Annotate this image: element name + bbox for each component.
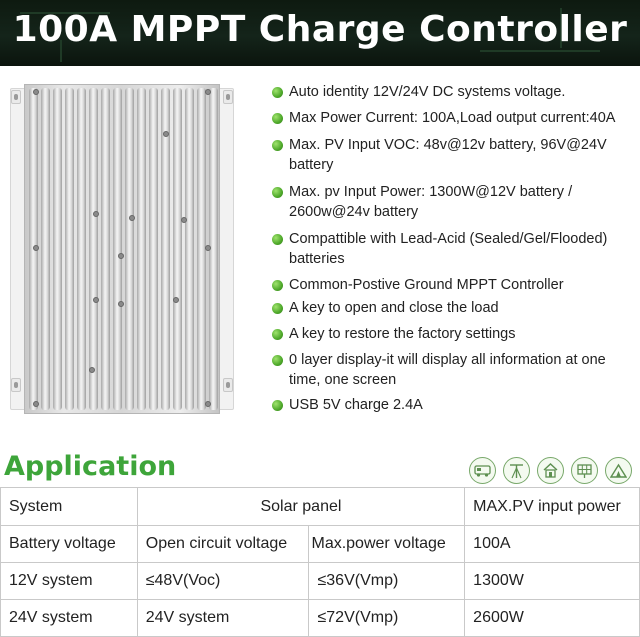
heatsink-fin [185,88,194,410]
feature-list [272,80,636,415]
heatsink-fin [137,88,146,410]
feature-item: Max. pv Input Power: 1300W@12V battery / 2600w@24v battery [272,182,636,222]
bullet-icon [272,234,283,245]
screw-icon [163,131,169,137]
table-cell: 24V system [137,600,309,637]
table-cell: 12V system [1,563,138,600]
heatsink-fin [41,88,50,410]
table-cell: 100A [465,526,640,563]
bullet-icon [272,187,283,198]
heatsink-fin [65,88,74,410]
heatsink-body [24,84,220,414]
table-cell: MAX.PV input power [465,488,640,526]
heatsink-fin [113,88,122,410]
table-cell: ≤36V(Vmp) [309,563,465,600]
bullet-icon [272,87,283,98]
screw-icon [33,245,39,251]
controller-image [10,84,234,414]
screw-icon [33,89,39,95]
table-cell: ≤72V(Vmp) [309,600,465,637]
table-row [1,563,640,600]
table-cell: Battery voltage [1,526,138,563]
house-icon [537,457,564,484]
screw-icon [205,245,211,251]
screw-icon [173,297,179,303]
mounting-tab [223,90,233,104]
mounting-tab [11,90,21,104]
screw-icon [129,215,135,221]
table-cell: System [1,488,138,526]
table-header-row [1,488,640,526]
feature-item: A key to open and close the load [272,298,636,318]
screw-icon [93,297,99,303]
heatsink-fin [125,88,134,410]
heatsink-fin [149,88,158,410]
table-cell: Open circuit voltage [137,526,309,563]
table-cell: 2600W [465,600,640,637]
bullet-icon [272,280,283,291]
screw-icon [118,301,124,307]
table-cell: ≤48V(Voc) [137,563,309,600]
feature-item: 0 layer display-it will display all information at one time, one screen [272,350,636,390]
application-heading: Application [4,451,177,482]
heatsink-fin [77,88,86,410]
feature-item: Compattible with Lead-Acid (Sealed/Gel/Flooded) batteries [272,229,636,269]
screw-icon [205,89,211,95]
feature-item: USB 5V charge 2.4A [272,395,636,415]
table-row [1,600,640,637]
bullet-icon [272,140,283,151]
table-cell: Max.power voltage [309,526,465,563]
solar-panel-icon [571,457,598,484]
spec-table [0,487,640,637]
feature-item: Max Power Current: 100A,Load output current:40A [272,108,636,128]
tent-icon [605,457,632,484]
feature-item: Common-Postive Ground MPPT Controller [272,275,636,295]
screw-icon [89,367,95,373]
screw-icon [205,401,211,407]
application-icons [469,457,639,487]
bullet-icon [272,355,283,366]
screw-icon [118,253,124,259]
heatsink-fin [53,88,62,410]
header-banner [0,0,640,66]
feature-item: Auto identity 12V/24V DC systems voltage. [272,82,636,102]
page-title: 100A MPPT Charge Controller [12,9,628,50]
bullet-icon [272,400,283,411]
table-cell: 24V system [1,600,138,637]
feature-item: Max. PV Input VOC: 48v@12v battery, 96V@24V battery [272,135,636,175]
rv-icon [469,457,496,484]
screw-icon [33,401,39,407]
heatsink-fin [101,88,110,410]
table-cell: Solar panel [137,488,464,526]
circuit-trace [480,50,600,52]
bullet-icon [272,329,283,340]
bullet-icon [272,113,283,124]
mounting-tab [11,378,21,392]
table-row [1,526,640,563]
screw-icon [93,211,99,217]
screw-icon [181,217,187,223]
table-cell: 1300W [465,563,640,600]
bullet-icon [272,303,283,314]
feature-item: A key to restore the factory settings [272,324,636,344]
heatsink-fin [89,88,98,410]
solar-tower-icon [503,457,530,484]
mounting-tab [223,378,233,392]
heatsink-fin [173,88,182,410]
